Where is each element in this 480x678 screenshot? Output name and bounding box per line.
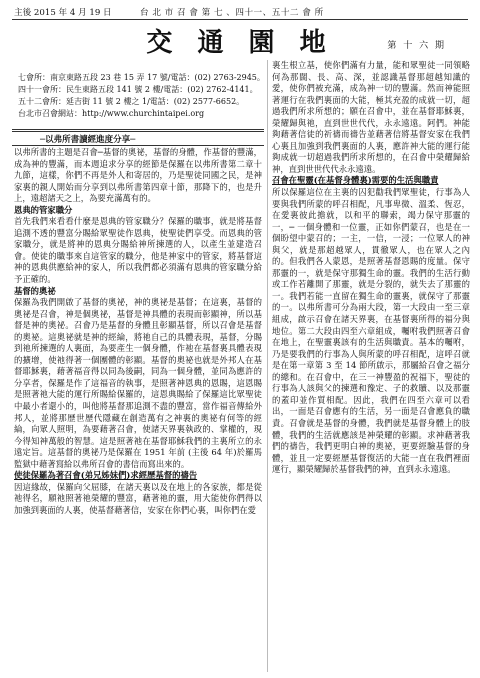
column-divider [267,60,268,672]
right-column [272,60,470,476]
paragraph: 以弗所書的主題是召會─基督的奧祕，基督的身體，作基督的豐滿，成為神的豐滿，而本週追求分享的經節是保羅在以弗所書第二章十九節，這樣，你們不再是外人和寄居的，乃是聖徒同國之民，是神家裏的親人開始而分享到以弗所書第四章十節，那降下的，也是升上，遠超諸天之上，為要充滿萬有的。 [14,147,262,204]
subheading: 基督的奧祕 [14,285,56,296]
paragraph: 因這緣故，保羅向父屈膝，在諸天裏以及在地上的各家族，都是從祂得名，願祂照著祂榮耀的豐富，藉著祂的靈，用大能使你們得以加強到裏面的人裏，使基督藉著信，安家在你們心裏，叫你們在愛 [14,481,262,515]
header-divider [12,19,468,20]
section-divider [12,145,264,146]
subheading: 恩典的管家職分 [14,204,73,215]
subheading: 召會在聖靈(在基督身體裏)需要的生活與職責 [272,175,439,186]
address-line: 七會所：南京東路五段 23 巷 15 弄 17 號/電話：(02) 2763-2945。 [18,73,265,82]
paragraph: 裏生根立基，使你們滿有力量，能和眾聖徒一同領略何為那闊、長、高、深，並認識基督那超越知識的愛，使你們被充滿，成為神一切的豐滿。然而神能照著運行在我們裏面的大能，極其充盈的成就一切，超過我們所求所想的；願在召會中，並在基督耶穌裏，榮耀歸與祂，直到世世代代，永永遠遠。阿們。神能夠藉著信徒的祈禱而禱告並藉著信將基督安家在我們心裏且加強到我們裏面的人裏，應許神大能的運行能夠成就一切超過我們所求所想的，在召會中榮耀歸給神，直到世世代代永永遠遠。 [272,60,470,174]
paragraph: 首先我們來看看什麼是恩典的管家職分？保羅的職事，就是將基督追測不透的豐富分賜給眾聖徒作恩典，使聖徒們享受。而恩典的管家職分，就是將神的恩典分賜給神所揀選的人，以產生並建造召會。使徒的職事來自這管家的職分，他是神家中的管家，將基督這神的恩典供應給神的家人，所以我們都必須滿有恩典的管家職分給予正確的。 [14,216,262,285]
issue-number: 第 十 六 期 [387,41,446,51]
subheading: 使徒保羅為著召會(弟兄姊妹們)求經歷基督的禱告 [14,470,198,481]
section-title: ─以弗所書讀經進度分享─ [40,135,136,145]
address-line: 五十二會所：延吉街 11 號 2 樓之 1/電話：(02) 2577-6652。 [18,97,245,106]
paragraph: 所以保羅這位在主裏的囚犯勸我們眾聖徒，行事為人要與我們所蒙的呼召相配，凡事卑微、溫柔、恆忍，在愛裏彼此擔就，以和平的聯索，竭力保守那靈的一，─ 一個身體和一位靈，正如你們蒙召，也是在一個盼望中蒙召的；一主，一信，一浸；一位眾人的神與父，就是那超越眾人，貫徹眾人，也在眾人之內的。但我們各人蒙恩，是照著基督恩賜的度量。保守那靈的一，就是保守那獨生命的靈。我們的生活行動或工作若離開了那靈，就是分裂的，就失去了那靈的一。我們若能一直留在獨生命的靈裏，就保守了那靈的一。以弗所書可分為兩大段，第一大段由一至三章組成，啟示召會在諸天界裏，在基督裏所得的福分與地位。第二大段由四至六章組成，囑咐我們照著召會在地上，在聖靈裏該有的生活與職責。基本的囑咐，乃是要我們的行事為人與所蒙的呼召相配，這呼召就是在第一章第 3 至 14 節所啟示，那屬給召會之福分的總和。在召會中，在三一神豐盈的祝福下，聖徒的行事為人該與父的揀選和豫定、子的救贖、以及那靈的蓋印並作質相配。因此，我們在四至六章可以看出，一面是召會應有的生活，另一面是召會應負的職責。召會就是基督的身體，我們就是基督身體上的肢體，我們的生活就應該是神榮耀的彰顯。求神藉著我們的禱告，我們更明白神的奧祕，更要經驗基督的身體，並且一定要經歷基督復活的大能一直在我們裡面運行，顯榮耀歸於基督我們的神，直到永永遠遠。 [272,187,470,475]
church-name: 台 北 市 召 會 第 七 、四十一、五十二 會 所 [140,8,324,18]
left-column [14,147,262,517]
address-line: 四十一會所：民生東路五段 141 號 2 樓/電話：(02) 2762-4141。 [18,85,258,94]
address-divider [12,129,264,130]
paragraph: 保羅為我們開啟了基督的奧祕，神的奧祕是基督；在這裏，基督的奧祕是召會，神是個奧祕，基督是神具體的表現而彰顯神，所以基督是神的奧祕。召會乃是基督的身體且彰顯基督，所以召會是基督的奧祕。這奧祕就是神的經綸，將祂自己的具體表現，基督，分賜到祂所揀選的人裏面，為要產生一個身體，作祂在基督裏具體表現的擴增，使祂得著一個團體的彰顯。基督的奧祕也就是外邦人在基督耶穌裏，藉著福音得以同為後嗣，同為一個身體，並同為應許的分享者，保羅是作了這福音的執事，是照著神恩典的恩賜，這恩賜是照著祂大能的運行所賜給保羅的，這恩典賜給了保羅這比眾聖徒中最小者還小的，叫他將基督那追測不盡的豐富，當作福音傳給外邦人，並將那歷世歷代隱藏在創造萬有之神裏的奧祕有何等的經綸，向眾人照明，為要藉著召會，使諸天界裏執政的、掌權的，現今得知神萬般的智慧。這是照著祂在基督耶穌我們的主裏所立的永遠定旨。這基督的奧祕乃是保羅在 1951 年前 (主後 64 年)於羅馬監獄中藉著寫給以弗所召會的書信而寫出來的。 [14,297,262,469]
issue-date: 主後 2015 年 4 月 19 日 [14,8,112,18]
masthead-title: 交 通 園 地 [146,28,334,58]
address-divider [12,131,264,132]
address-block [18,72,265,120]
website-line: 台北市召會網站：http://www.churchintaipei.org [18,109,205,118]
